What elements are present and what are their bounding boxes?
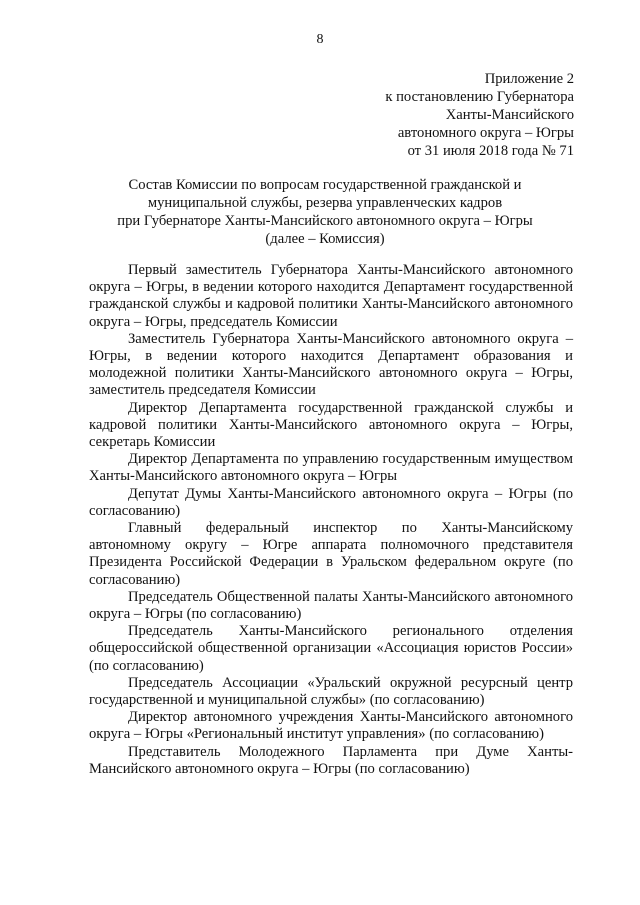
title-line: (далее – Комиссия)	[265, 231, 385, 247]
annex-block	[385, 70, 574, 160]
member-entry: Председатель Общественной палаты Ханты-Мансийского автономного округа – Югры (по согласованию)	[89, 588, 573, 623]
member-entry: Заместитель Губернатора Ханты-Мансийского автономного округа – Югры, в ведении которого находится Департамент образования и молодежной политики Ханты-Мансийского автономного округа – Югры, заместитель председателя Комиссии	[89, 330, 573, 399]
page-number: 8	[316, 32, 324, 47]
title-line: муниципальной службы, резерва управленческих кадров	[147, 195, 503, 211]
annex-line: Приложение 2	[484, 71, 574, 87]
annex-line: автономного округа – Югры	[397, 125, 574, 141]
commission-members-list	[89, 262, 573, 778]
title-line: при Губернаторе Ханты-Мансийского автономного округа – Югры	[117, 213, 533, 229]
member-entry: Депутат Думы Ханты-Мансийского автономного округа – Югры (по согласованию)	[89, 485, 573, 519]
member-entry: Директор Департамента государственной гражданской службы и кадровой политики Ханты-Мансийского автономного округа – Югры, секретарь Комиссии	[89, 399, 573, 451]
annex-line: от 31 июля 2018 года № 71	[407, 143, 574, 159]
document-title	[80, 176, 570, 248]
member-entry: Представитель Молодежного Парламента при Думе Ханты-Мансийского автономного округа – Югры (по согласованию)	[89, 743, 573, 777]
member-entry: Председатель Ханты-Мансийского регионального отделения общероссийской общественной организации «Ассоциация юристов России» (по согласованию)	[89, 623, 573, 674]
annex-line: Ханты-Мансийского	[445, 107, 574, 123]
annex-line: к постановлению Губернатора	[385, 89, 574, 105]
member-entry: Председатель Ассоциации «Уральский окружной ресурсный центр государственной и муниципальной службы» (по согласованию)	[89, 674, 573, 709]
member-entry: Директор автономного учреждения Ханты-Мансийского автономного округа – Югры «Региональный институт управления» (по согласованию)	[89, 709, 573, 743]
member-entry: Директор Департамента по управлению государственным имуществом Ханты-Мансийского автономного округа – Югры	[89, 451, 573, 485]
title-line: Состав Комиссии по вопросам государственной гражданской и	[128, 177, 522, 193]
member-entry: Первый заместитель Губернатора Ханты-Мансийского автономного округа – Югры, в ведении которого находится Департамент государственной гражданской службы и кадровой политики Ханты-Мансийского автономного округа – Югры, председатель Комиссии	[89, 262, 573, 330]
member-entry: Главный федеральный инспектор по Ханты-Мансийскому автономному округу – Югре аппарата полномочного представителя Президента Российской Федерации в Уральском федеральном округе (по согласованию)	[89, 520, 573, 588]
